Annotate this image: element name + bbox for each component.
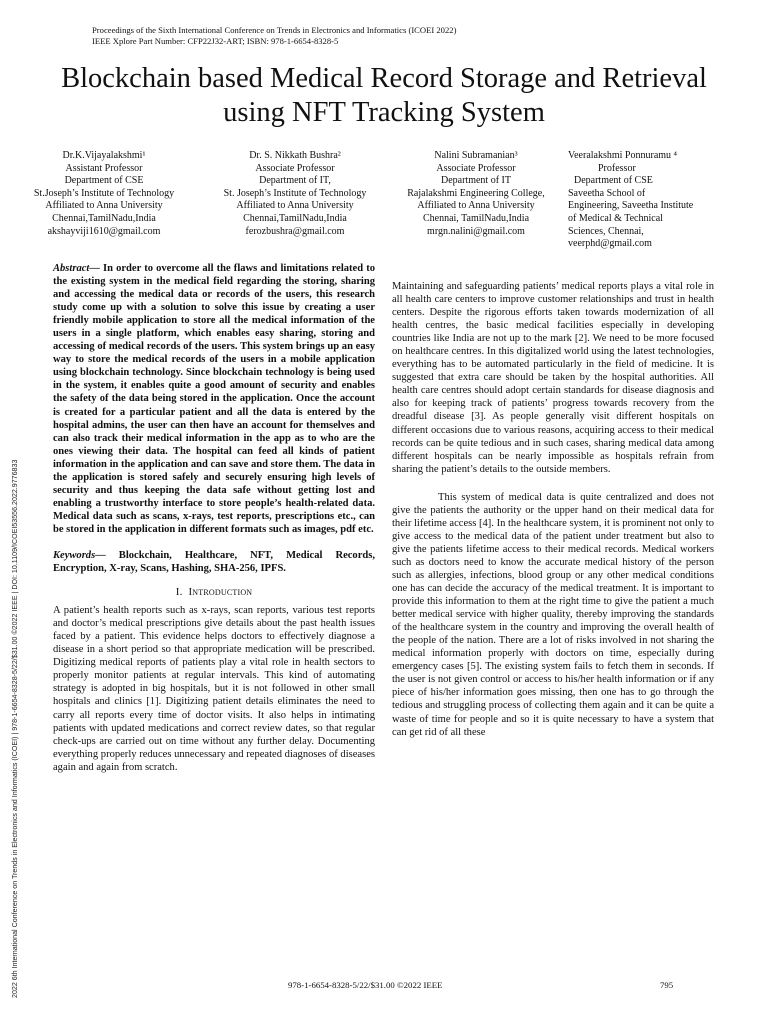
section-number: I. [175,586,183,599]
author-2-line: Associate Professor [255,162,335,174]
author-1-email: akshayviji1610@gmail.com [47,225,161,237]
author-4-line: Saveetha School of [568,187,646,199]
keywords-text: Blockchain, Healthcare, NFT, Medical Records, Encryption, X-ray, Scans, Hashing, SHA-256, IPFS. [53,549,375,575]
author-4-line: Sciences, Chennai, [568,225,644,237]
author-2-line: Department of IT, [259,175,331,187]
right-paragraph-1: Maintaining and safeguarding patients’ medical reports plays a vital role in all health care centers to improve customer relationships and trust in health centers. Despite the rigorous efforts taken towards modernization of all health centres, the basic medical facilities especially in developing countries like India are not up to the mark [2]. We need to be more focused on healthcare centres. In this digitalized world using the latest technologies, everything has to be automated particularly in the field of medicine. It is suggested that extra care should be taken by the hospital authorities. All health care centres should adopt certain standards for disease diagnosis and also for keeping track of patients’ progress towards recovery from the dreadful disease [3]. As people generally visit different hospitals on different occasions due to various reasons, acquiring access to their medical records can be quite tedious and in such cases, sharing medical data among different hospitals can be nearly impossible as hospitals refrain from sharing the patient’s details to the outside members. [392,281,714,475]
author-4-line: of Medical & Technical [568,212,663,224]
author-3-line: Chennai, TamilNadu,India [422,212,530,224]
author-4-email: veerphd@gmail.com [568,238,652,250]
author-1-line: Affiliated to Anna University [45,200,163,212]
abstract-text: In order to overcome all the flaws and limitations related to the existing system in the medical field regarding the storing, sharing and accessing the medical data or records of the users, this research study come up with a solution to solve this issue by creating a user friendly mobile application to store all the medical information of the users in a single platform, which enables easy sharing, storing and accessing of medical records of the users. This system brings up an easy way to store the medical records of the users in a mobile application using blockchain technology. Since blockchain technology is being used in the system, it enables quite a good amount of security and enables the safety of the data being stored in the application. Once the account is created for a particular patient and all the data is entered by the hospital admins, the user can then have an account for themselves and can also track their medical information in the app as to who are the ones viewing their data. The hospital can feed all kinds of patient information in the application and can save and store them. The data in the application is stored safely and securely ensuring high levels of security and thus keeping the data safe without getting lost and enabling a trustworthy interface to store people’s health-related data. Medical data such as scans, x-rays, test reports, prescriptions etc., can be stored in the application in different formats such as images, pdf etc. [53,263,375,535]
author-4-line: Department of CSE [574,175,653,187]
author-4-line: Professor [598,162,636,174]
section-title: Introduction [188,586,253,599]
intro-paragraph-1: A patient’s health reports such as x-rays, scan reports, various test reports and doctor’s medical prescriptions give details about the past health issues faced by a patient. This evidence helps doctors to effectively diagnose a disease in a short period so that appropriate medication will be prescribed. Digitizing medical reports of patients play a vital role in health sectors to properly monitor patients at regular intervals. This kind of automating strategy is adopted in big hospitals, but it is not followed in other small hospitals and clinics [1]. Digitizing patient details eliminates the need to carry all reports every time of doctor visits. It also helps in intimating patients with updated medications and correct review dates, so that regular check-ups are carried out on time without any further delay. Documenting everything properly reduces unnecessary and repeated diagnoses of diseases again and again from scratch. [53,605,375,773]
author-3-line: Department of IT [441,175,511,187]
right-paragraph-2: This system of medical data is quite centralized and does not give the patients the authority or the upper hand on their medical data for their lifetime access [4]. In the healthcare system, it is prominent not only to give access to the medical data of the patient under treatment but also to give the patients lifetime access to their medical records. Medical workers such as doctors need to know the accurate medical history of the person such as allergies, infections, blood group or any other medical conditions one has can decide the accuracy of the medical treatment. It is important to provide this information to them at the right time to give the patient a much better medical service with higher quality, thereby improving the standards of the healthcare system in the country and improving the overall health of the people of the nation. There are a lot of risks involved in not sharing the medical information properly with doctors on time, especially during emergency cases [5]. The existing system fails to fetch them in seconds. If the user is not given control or access to his/her health information or if any piece of his/her information goes missing, then one has to go through the tedious and struggling process of collecting them again and it can be quite a waste of time for people and so it is quite necessary to have a system that can get rid of all these [392,491,714,738]
author-3-line: Affiliated to Anna University [417,200,535,212]
right-column [392,280,714,739]
author-2-email: ferozbushra@gmail.com [245,225,345,237]
proceedings-header: Proceedings of the Sixth International Conference on Trends in Electronics and Informatics (ICOEI 2022) [92,25,457,35]
page-number: 795 [660,980,674,990]
author-2-line: Dr. S. Nikkath Bushra² [249,150,341,161]
abstract-label: Abstract— [53,263,100,274]
author-1-line: St.Joseph’s Institute of Technology [33,187,175,199]
author-block-3 [394,150,558,238]
author-block-4 [568,150,748,251]
author-3-line: Associate Professor [436,162,516,174]
paper-title: Blockchain based Medical Record Storage and Retrieval using NFT Tracking System [61,63,707,128]
left-column [53,262,375,774]
keywords-label: Keywords— [53,549,106,561]
author-2-line: Chennai,TamilNadu,India [243,212,347,224]
author-1-line: Assistant Professor [65,162,143,174]
author-1-line: Chennai,TamilNadu,India [52,212,156,224]
author-4-line: Engineering, Saveetha Institute [568,200,694,212]
keywords [53,549,375,575]
author-3-email: mrgn.nalini@gmail.com [427,225,525,237]
author-1-line: Department of CSE [64,175,144,187]
author-3-line: Nalini Subramanian³ [434,150,518,161]
author-block-1 [18,150,190,238]
side-doi-strip: 2022 6th International Conference on Trends in Electronics and Informatics (ICOEI) | 978-1-6654-8328-5/22/$31.00 ©2022 IEEE | DOI: 10.1109/ICOEI53556.2022.9776833 [11,459,19,998]
copyright-footer: 978-1-6654-8328-5/22/$31.00 ©2022 IEEE [288,980,443,990]
author-4-line: Veeralakshmi Ponnuramu ⁴ [568,150,678,161]
author-2-line: Affiliated to Anna University [236,200,354,212]
abstract [53,262,375,536]
section-heading [53,586,375,599]
author-1-line: Dr.K.Vijayalakshmi¹ [62,150,146,161]
author-2-line: St. Joseph’s Institute of Technology [223,187,367,199]
author-block-2 [206,150,384,238]
isbn-header: IEEE Xplore Part Number: CFP22J32-ART; ISBN: 978-1-6654-8328-5 [92,36,339,46]
author-3-line: Rajalakshmi Engineering College, [407,187,545,199]
